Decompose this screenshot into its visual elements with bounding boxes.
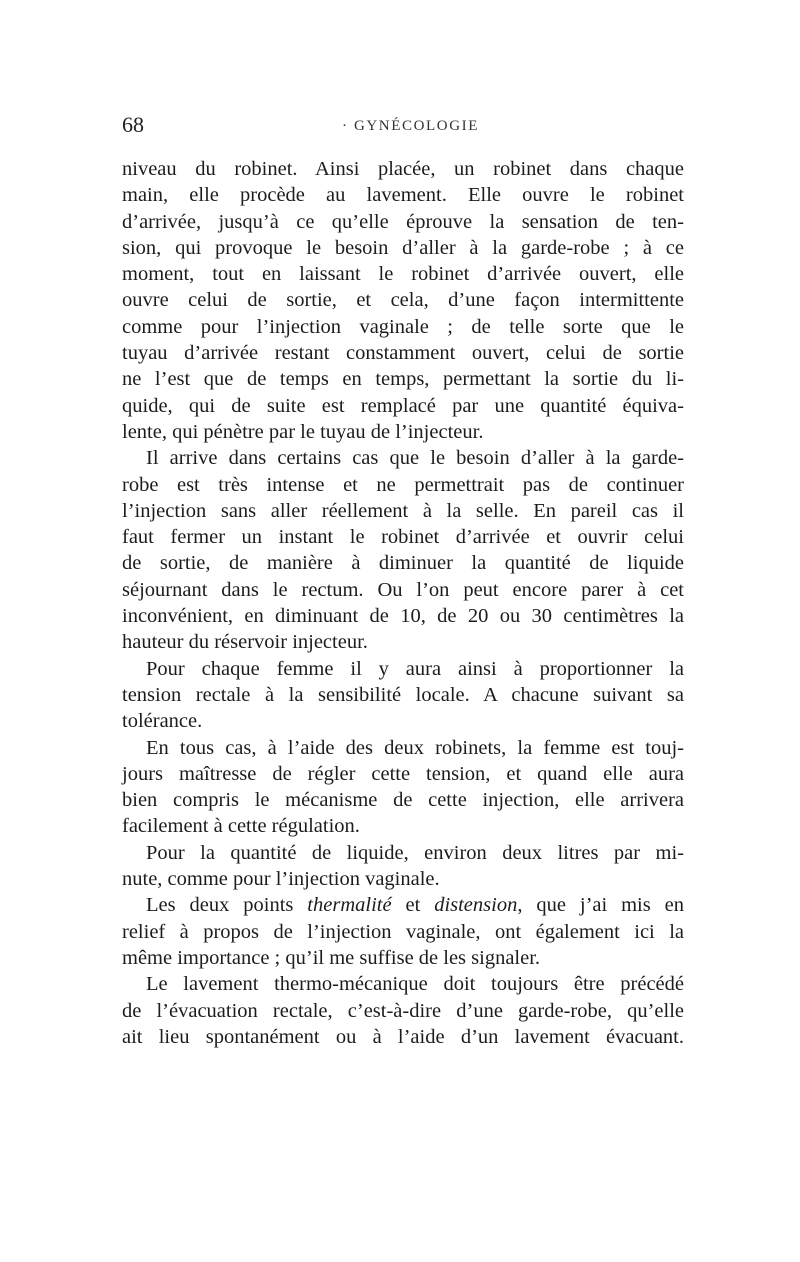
- body-text: [122, 156, 684, 1050]
- text-line: séjournant dans le rectum. Ou l’on peut encore parer à cet: [122, 578, 684, 601]
- text-line: Le lavement thermo-mécanique doit toujours être précédé: [146, 973, 684, 996]
- text-line: même importance ; qu’il me suffise de les signaler.: [122, 946, 541, 969]
- text-line: moment, tout en laissant le robinet d’arrivée ouvert, elle: [122, 263, 684, 286]
- text-line: sion, qui provoque le besoin d’aller à la garde-robe ; à ce: [122, 236, 684, 259]
- text-line: relief à propos de l’injection vaginale, ont également ici la: [122, 920, 684, 943]
- text-line: l’injection sans aller réellement à la selle. En pareil cas il: [122, 499, 684, 522]
- text-line: jours maîtresse de régler cette tension, et quand elle aura: [122, 762, 684, 785]
- text-line: Pour chaque femme il y aura ainsi à proportionner la: [146, 657, 684, 680]
- text-line: ouvre celui de sortie, et cela, d’une façon intermittente: [122, 289, 684, 312]
- text-line: quide, qui de suite est remplacé par une quantité équiva-: [122, 394, 684, 417]
- text-line: tuyau d’arrivée restant constamment ouvert, celui de sortie: [122, 342, 684, 365]
- text-line: tolérance.: [122, 710, 203, 733]
- text-span: , que j’ai mis en: [517, 894, 684, 917]
- text-line: nute, comme pour l’injection vaginale.: [122, 868, 440, 891]
- text-span: Les deux points: [146, 894, 308, 917]
- text-line: facilement à cette régulation.: [122, 815, 360, 838]
- text-line: faut fermer un instant le robinet d’arrivée et ouvrir celui: [122, 526, 684, 549]
- text-line: Pour la quantité de liquide, environ deux litres par mi-: [146, 841, 684, 864]
- text-span: et: [391, 894, 435, 917]
- text-line: bien compris le mécanisme de cette injection, elle arrivera: [122, 789, 684, 812]
- text-line: hauteur du réservoir injecteur.: [122, 631, 368, 654]
- text-line: ne l’est que de temps en temps, permettant la sortie du li-: [122, 368, 684, 391]
- text-line: niveau du robinet. Ainsi placée, un robinet dans chaque: [122, 158, 684, 180]
- running-title: · GYNÉCOLOGIE: [342, 118, 480, 134]
- text-line: main, elle procède au lavement. Elle ouvre le robinet: [122, 184, 684, 207]
- text-line: de sortie, de manière à diminuer la quantité de liquide: [122, 552, 684, 575]
- text-line: Il arrive dans certains cas que le besoin d’aller à la garde-: [146, 447, 684, 470]
- text-line: comme pour l’injection vaginale ; de telle sorte que le: [122, 315, 684, 338]
- text-line: robe est très intense et ne permettrait pas de continuer: [122, 473, 684, 496]
- text-line: ait lieu spontanément ou à l’aide d’un lavement évacuant.: [122, 1025, 684, 1048]
- text-line: En tous cas, à l’aide des deux robinets, la femme est touj-: [146, 736, 684, 759]
- text-line: lente, qui pénètre par le tuyau de l’injecteur.: [122, 420, 484, 443]
- text-line: tension rectale à la sensibilité locale. A chacune suivant sa: [122, 683, 684, 706]
- text-line-with-italics: [122, 892, 684, 918]
- text-line: de l’évacuation rectale, c’est-à-dire d’une garde-robe, qu’elle: [122, 999, 684, 1022]
- page-number: 68: [122, 112, 144, 137]
- text-line: d’arrivée, jusqu’à ce qu’elle éprouve la sensation de ten-: [122, 210, 684, 233]
- italic-term: distension: [434, 894, 518, 917]
- text-line: inconvénient, en diminuant de 10, de 20 ou 30 centimètres la: [122, 605, 684, 628]
- running-head: [122, 108, 684, 142]
- italic-term: thermalité: [307, 894, 392, 917]
